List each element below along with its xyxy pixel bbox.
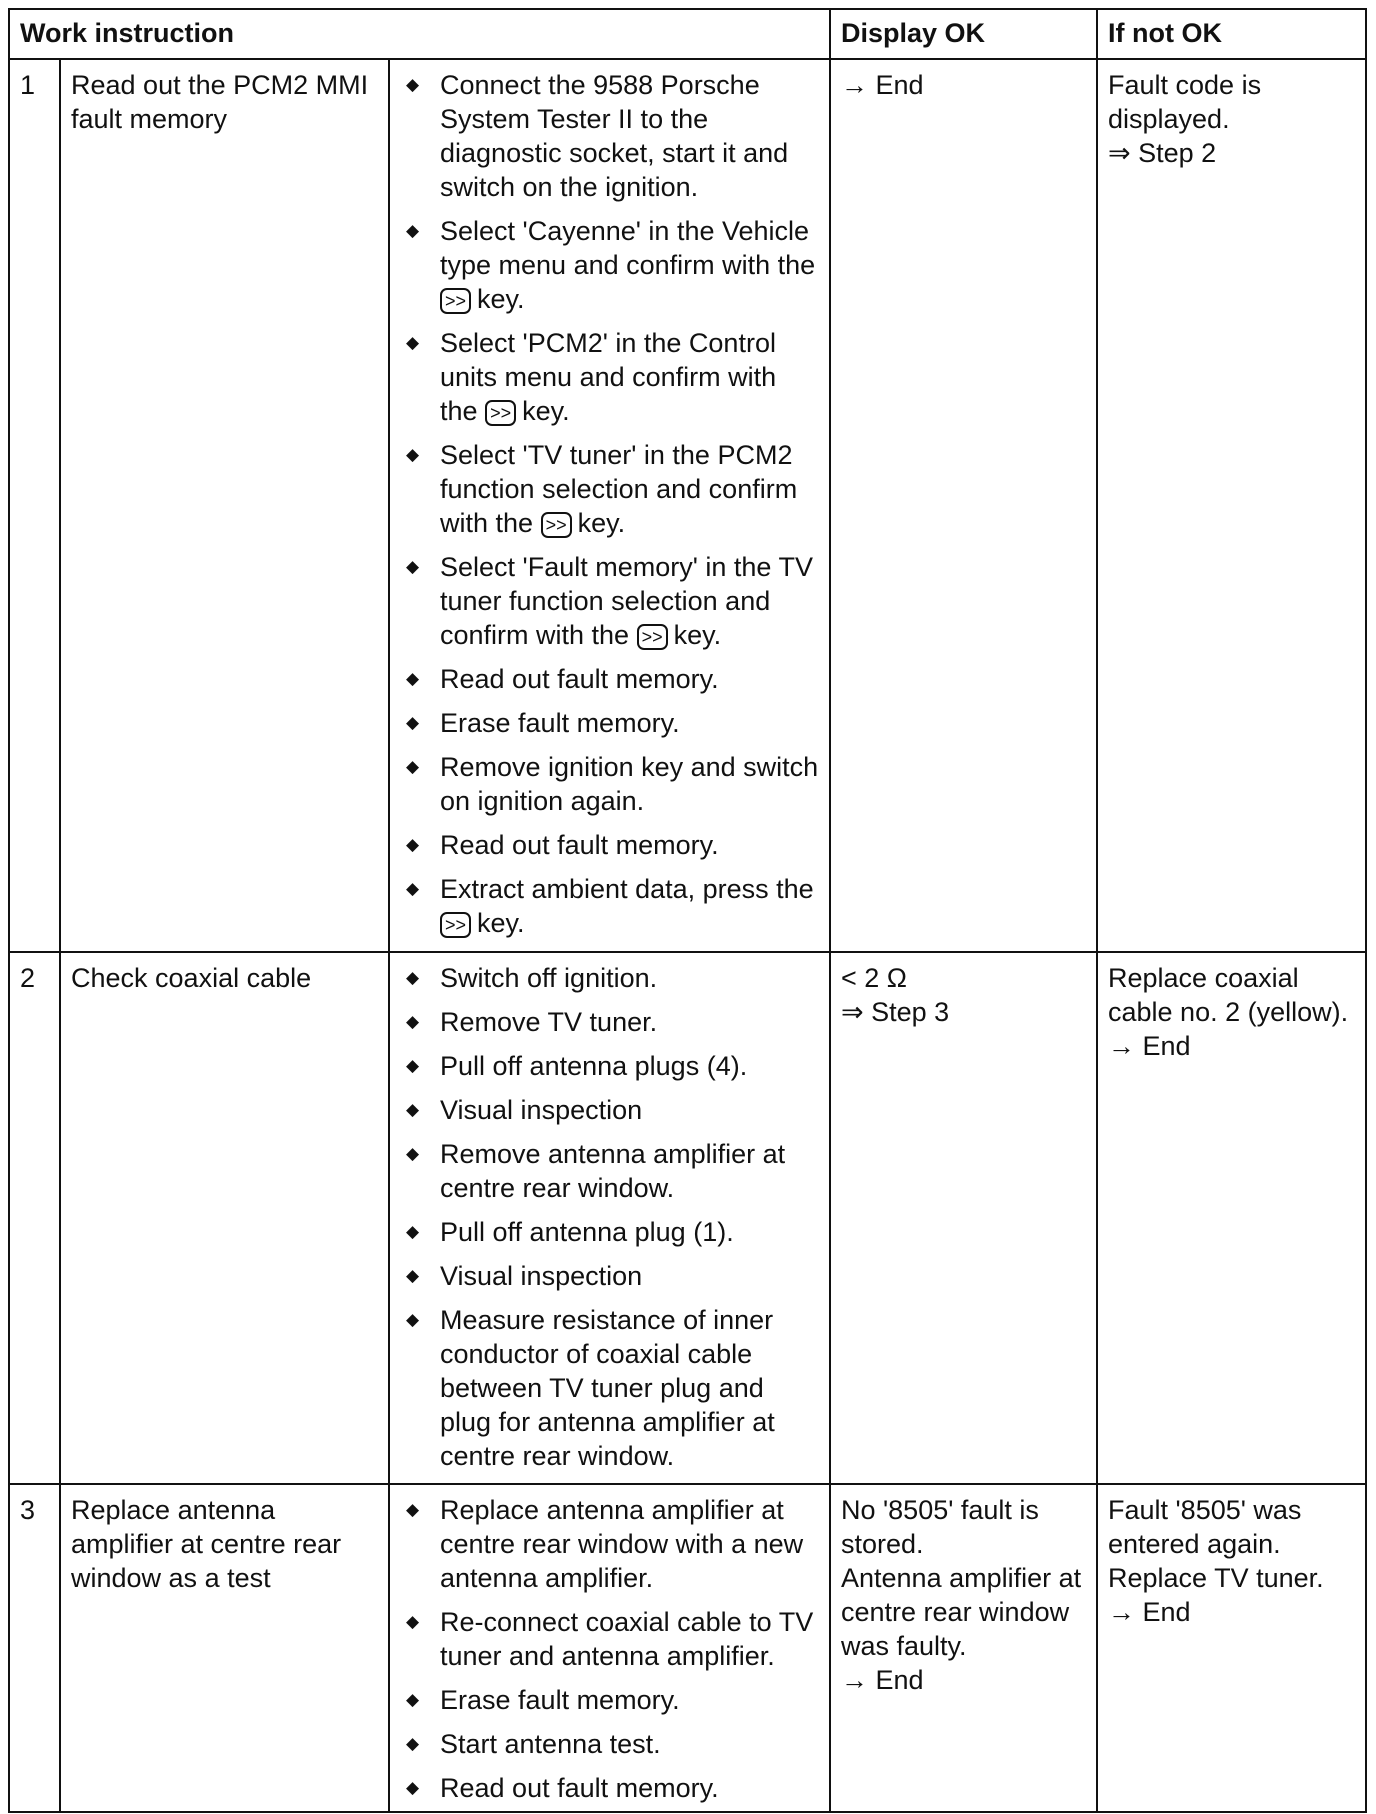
step-instructions bbox=[389, 1484, 830, 1812]
bullet-diamond-icon: ◆ bbox=[406, 757, 420, 776]
header-if-not-ok: If not OK bbox=[1097, 9, 1366, 59]
list-item bbox=[400, 214, 819, 316]
header-work-instruction: Work instruction bbox=[9, 9, 830, 59]
display-ok-text: No '8505' fault is stored. bbox=[841, 1495, 1039, 1559]
instruction-list bbox=[400, 1493, 819, 1805]
work-instruction-table bbox=[8, 8, 1367, 1813]
list-item bbox=[400, 750, 819, 818]
if-not-ok-text: ⇒ Step 2 bbox=[1108, 138, 1217, 168]
forward-key-icon: >> bbox=[485, 400, 516, 426]
list-item bbox=[400, 1605, 819, 1673]
instruction-text: Erase fault memory. bbox=[440, 708, 680, 738]
list-item bbox=[400, 68, 819, 204]
forward-key-icon: >> bbox=[541, 512, 572, 538]
if-not-ok-text: Replace TV tuner. bbox=[1108, 1563, 1324, 1593]
table-row bbox=[9, 59, 1366, 952]
instruction-text: Remove ignition key and switch on ignition again. bbox=[440, 752, 819, 816]
if-not-ok-text: Fault code is displayed. bbox=[1108, 70, 1262, 134]
display-ok-text: Antenna amplifier at centre rear window was faulty. bbox=[841, 1563, 1082, 1661]
instruction-text: Read out fault memory. bbox=[440, 830, 719, 860]
bullet-diamond-icon: ◆ bbox=[406, 1222, 420, 1241]
list-item bbox=[400, 1493, 819, 1595]
instruction-text: Visual inspection bbox=[440, 1095, 643, 1125]
if-not-ok-text: Replace coaxial cable no. 2 (yellow). bbox=[1108, 963, 1349, 1027]
instruction-text: Start antenna test. bbox=[440, 1729, 661, 1759]
if-not-ok-text: Fault '8505' was entered again. bbox=[1108, 1495, 1302, 1559]
bullet-diamond-icon: ◆ bbox=[406, 445, 420, 464]
instruction-text: Measure resistance of inner conductor of coaxial cable between TV tuner plug and plug for antenna amplifier at centre rear window. bbox=[440, 1305, 775, 1471]
header-row bbox=[9, 9, 1366, 59]
bullet-diamond-icon: ◆ bbox=[406, 1056, 420, 1075]
list-item bbox=[400, 961, 819, 995]
bullet-diamond-icon: ◆ bbox=[406, 1690, 420, 1709]
instruction-text-after: key. bbox=[477, 284, 525, 314]
display-ok-text: ⇒ Step 3 bbox=[841, 997, 950, 1027]
instruction-text: Select 'TV tuner' in the PCM2 function selection and confirm with the bbox=[440, 440, 798, 538]
instruction-text: Pull off antenna plug (1). bbox=[440, 1217, 734, 1247]
list-item bbox=[400, 550, 819, 652]
bullet-diamond-icon: ◆ bbox=[406, 221, 420, 240]
list-item bbox=[400, 1049, 819, 1083]
display-ok-cell bbox=[830, 952, 1097, 1484]
display-ok-text: → End bbox=[841, 70, 924, 100]
instruction-text-after: key. bbox=[477, 908, 525, 938]
instruction-list bbox=[400, 68, 819, 940]
instruction-text: Visual inspection bbox=[440, 1261, 643, 1291]
bullet-diamond-icon: ◆ bbox=[406, 1266, 420, 1285]
instruction-text: Pull off antenna plugs (4). bbox=[440, 1051, 748, 1081]
instruction-text-after: key. bbox=[577, 508, 626, 538]
forward-key-icon: >> bbox=[440, 288, 471, 314]
bullet-diamond-icon: ◆ bbox=[406, 713, 420, 732]
list-item bbox=[400, 326, 819, 428]
list-item bbox=[400, 1727, 819, 1761]
instruction-text: Replace antenna amplifier at centre rear window with a new antenna amplifier. bbox=[440, 1495, 804, 1593]
header-display-ok: Display OK bbox=[830, 9, 1097, 59]
instruction-text: Read out fault memory. bbox=[440, 1773, 719, 1803]
display-ok-cell bbox=[830, 59, 1097, 952]
bullet-diamond-icon: ◆ bbox=[406, 1612, 420, 1631]
list-item bbox=[400, 1005, 819, 1039]
bullet-diamond-icon: ◆ bbox=[406, 75, 420, 94]
if-not-ok-cell bbox=[1097, 59, 1366, 952]
bullet-diamond-icon: ◆ bbox=[406, 333, 420, 352]
step-title: Replace antenna amplifier at centre rear window as a test bbox=[60, 1484, 389, 1812]
list-item bbox=[400, 1093, 819, 1127]
display-ok-text: < 2 Ω bbox=[841, 963, 907, 993]
step-number: 3 bbox=[9, 1484, 60, 1812]
instruction-text: Select 'Fault memory' in the TV tuner function selection and confirm with the bbox=[440, 552, 813, 650]
bullet-diamond-icon: ◆ bbox=[406, 1012, 420, 1031]
bullet-diamond-icon: ◆ bbox=[406, 669, 420, 688]
bullet-diamond-icon: ◆ bbox=[406, 835, 420, 854]
bullet-diamond-icon: ◆ bbox=[406, 1100, 420, 1119]
instruction-text: Select 'Cayenne' in the Vehicle type menu and confirm with the bbox=[440, 216, 816, 280]
step-title: Check coaxial cable bbox=[60, 952, 389, 1484]
bullet-diamond-icon: ◆ bbox=[406, 879, 420, 898]
list-item bbox=[400, 872, 819, 940]
list-item bbox=[400, 1259, 819, 1293]
if-not-ok-cell bbox=[1097, 952, 1366, 1484]
bullet-diamond-icon: ◆ bbox=[406, 1310, 420, 1329]
table-row bbox=[9, 952, 1366, 1484]
if-not-ok-text: → End bbox=[1108, 1031, 1191, 1061]
forward-key-icon: >> bbox=[440, 912, 471, 938]
if-not-ok-text: → End bbox=[1108, 1597, 1191, 1627]
instruction-text: Read out fault memory. bbox=[440, 664, 719, 694]
list-item bbox=[400, 1771, 819, 1805]
step-number: 1 bbox=[9, 59, 60, 952]
instruction-text: Extract ambient data, press the bbox=[440, 874, 814, 904]
list-item bbox=[400, 1303, 819, 1473]
instruction-text: Select 'PCM2' in the Control units menu and confirm with the bbox=[440, 328, 777, 426]
instruction-list bbox=[400, 961, 819, 1473]
step-number: 2 bbox=[9, 952, 60, 1484]
list-item bbox=[400, 706, 819, 740]
bullet-diamond-icon: ◆ bbox=[406, 1500, 420, 1519]
list-item bbox=[400, 1137, 819, 1205]
display-ok-cell bbox=[830, 1484, 1097, 1812]
instruction-text: Re-connect coaxial cable to TV tuner and antenna amplifier. bbox=[440, 1607, 814, 1671]
table-row bbox=[9, 1484, 1366, 1812]
instruction-text: Remove TV tuner. bbox=[440, 1007, 658, 1037]
list-item bbox=[400, 662, 819, 696]
instruction-text: Switch off ignition. bbox=[440, 963, 658, 993]
bullet-diamond-icon: ◆ bbox=[406, 1778, 420, 1797]
instruction-text: Remove antenna amplifier at centre rear window. bbox=[440, 1139, 786, 1203]
display-ok-text: → End bbox=[841, 1665, 924, 1695]
forward-key-icon: >> bbox=[637, 624, 668, 650]
list-item bbox=[400, 1683, 819, 1717]
list-item bbox=[400, 1215, 819, 1249]
bullet-diamond-icon: ◆ bbox=[406, 1734, 420, 1753]
bullet-diamond-icon: ◆ bbox=[406, 968, 420, 987]
instruction-text: Connect the 9588 Porsche System Tester II to the diagnostic socket, start it and switch on the ignition. bbox=[440, 70, 789, 202]
step-instructions bbox=[389, 59, 830, 952]
list-item bbox=[400, 828, 819, 862]
bullet-diamond-icon: ◆ bbox=[406, 557, 420, 576]
list-item bbox=[400, 438, 819, 540]
step-title: Read out the PCM2 MMI fault memory bbox=[60, 59, 389, 952]
step-instructions bbox=[389, 952, 830, 1484]
if-not-ok-cell bbox=[1097, 1484, 1366, 1812]
instruction-text-after: key. bbox=[522, 396, 570, 426]
instruction-text: Erase fault memory. bbox=[440, 1685, 680, 1715]
bullet-diamond-icon: ◆ bbox=[406, 1144, 420, 1163]
instruction-text-after: key. bbox=[673, 620, 722, 650]
